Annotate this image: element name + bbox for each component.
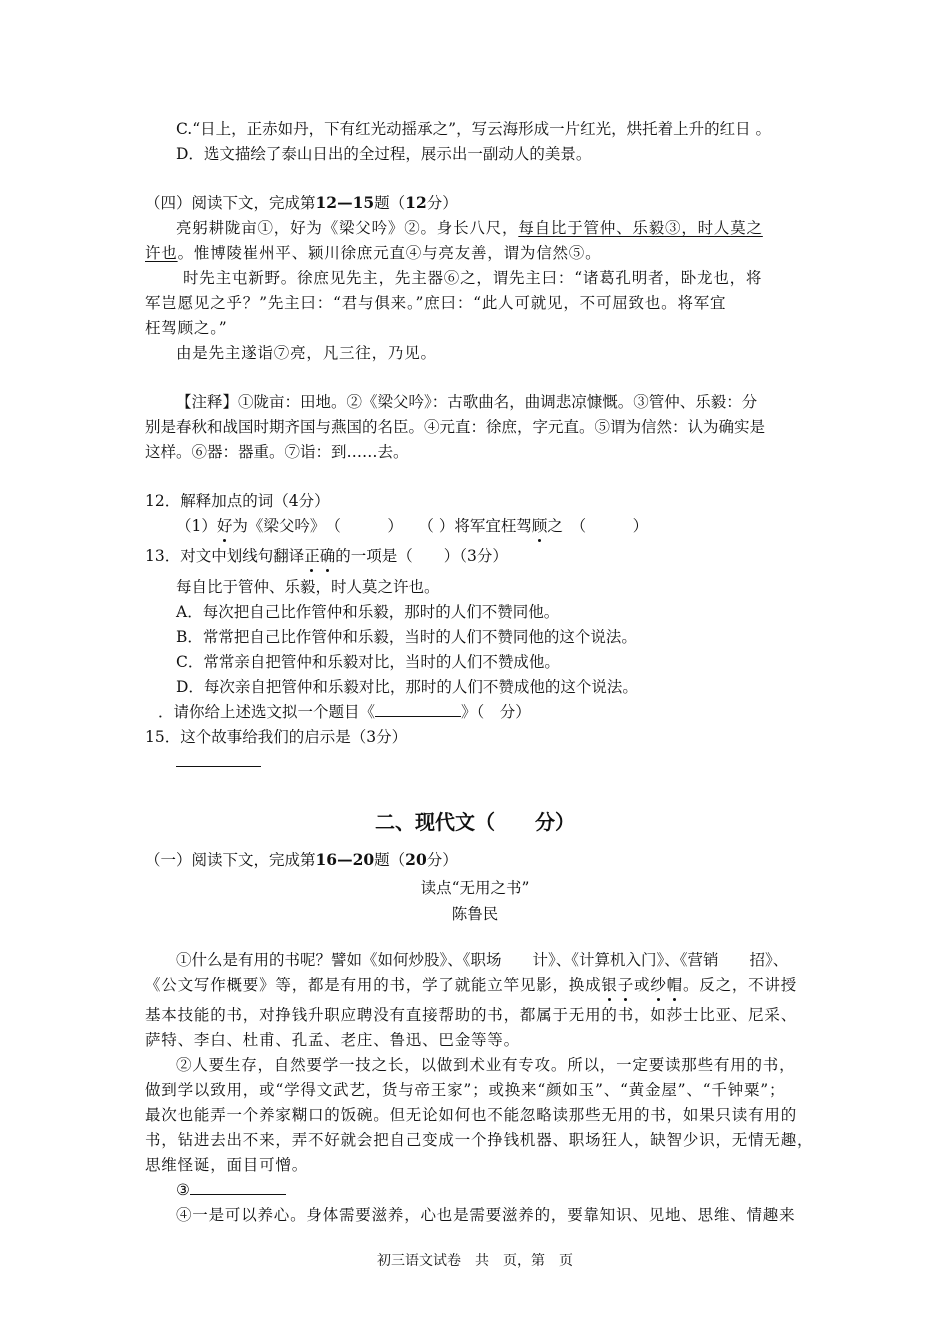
article-paragraph-3	[176, 1180, 286, 1200]
passage-text: 。惟博陵崔州平、颍川徐庶元直④与亮友善，谓为信然⑤。	[177, 244, 602, 262]
title-blank[interactable]	[375, 702, 461, 717]
dotted-word: 纱	[650, 976, 667, 994]
passage-paragraph-1-cont	[145, 243, 601, 263]
header-text: 题（	[374, 851, 406, 869]
item-number: （1）	[176, 517, 217, 535]
dotted-word: 帽	[666, 976, 683, 994]
question-12-items	[176, 516, 648, 536]
header-text: （一）阅读下文，完成第	[145, 851, 316, 869]
answer-blank[interactable]	[176, 766, 261, 767]
question-13-sentence: 每自比于管仲、乐毅，时人莫之许也。	[176, 578, 440, 596]
dotted-word: 银	[601, 976, 618, 994]
dotted-word: 子	[617, 976, 635, 994]
passage-paragraph-2: 时先主屯新野。徐庶见先主，先主器⑥之，谓先主曰：“诸葛孔明者，卧龙也，将	[183, 269, 763, 287]
section-4-header	[145, 193, 458, 213]
question-15-stem: 15．这个故事给我们的启示是（3分）	[145, 728, 408, 746]
question-12-stem: 12．解释加点的词（4分）	[145, 492, 330, 510]
article-paragraph-2-line-3: 最次也能弄一个养家糊口的饭碗。但无论如何也不能忽略读那些无用的书，如果只读有用的	[145, 1106, 798, 1124]
dotted-word: 好	[216, 517, 233, 535]
question-13-stem	[145, 546, 508, 566]
article-paragraph-2-line-5: 思维怪诞，面目可憎。	[145, 1156, 309, 1174]
passage-paragraph-2-line-3: 枉驾顾之。”	[145, 319, 228, 337]
subsection-1-header	[145, 850, 458, 870]
article-paragraph-1-line-4: 萨特、李白、杜甫、孔孟、老庄、鲁迅、巴金等等。	[145, 1031, 520, 1049]
underlined-sentence-end: 许也	[145, 244, 178, 262]
question-13-option-a: A．每次把自己比作管仲和乐毅，那时的人们不赞同他。	[176, 603, 560, 621]
article-paragraph-2-line-2: 做到学以致用，或“学得文武艺，货与帝王家”；或换来“颜如玉”、“黄金屋”、“千钟粟”；	[145, 1081, 786, 1099]
article-paragraph-1-line-2	[145, 975, 797, 995]
section-4-header-text-3: 分）	[426, 194, 458, 212]
dotted-word: 顾	[531, 517, 548, 535]
paragraph-text: 或	[634, 976, 651, 994]
passage-paragraph-2-line-2: 军岂愿见之乎？”先主曰：“君与俱来。”庶曰：“此人可就见，不可屈致也。将军宜	[145, 294, 727, 312]
fill-in-blank[interactable]	[190, 1180, 286, 1195]
dotted-word: 确	[319, 547, 336, 565]
question-13-option-c: C．常常亲自把管仲和乐毅对比，当时的人们不赞成他。	[176, 653, 560, 671]
annotation-line-1: 【注释】①陇亩：田地。②《梁父吟》：古歌曲名，曲调悲凉慷慨。③管仲、乐毅：分	[176, 393, 758, 411]
option-c: C.“日上，正赤如丹，下有红光动摇承之”，写云海形成一片红光，烘托着上升的红日 。	[176, 120, 772, 138]
article-paragraph-1: ①什么是有用的书呢？譬如《如何炒股》、《职场 计》、《计算机入门》、《营销 招》、	[176, 951, 789, 969]
section-2-heading: 二、现代文（ 分）	[375, 810, 575, 834]
paragraph-number: ③	[176, 1181, 190, 1199]
section-4-header-text-2: 题（	[374, 194, 406, 212]
stem-text: 的一项是（ ）（3分）	[335, 547, 508, 565]
question-13-option-d: D．每次亲自把管仲和乐毅对比，那时的人们不赞成他的这个说法。	[176, 678, 638, 696]
stem-text: 13．对文中划线句翻译	[145, 547, 305, 565]
annotation-line-2: 别是春秋和战国时期齐国与燕国的名臣。④元直：徐庶，字元直。⑤谓为信然：认为确实是	[145, 418, 766, 436]
item-text: 为《梁父吟》 （ ） （ ）将军宜枉驾	[232, 517, 532, 535]
dotted-word: 正	[304, 547, 320, 565]
stem-text: ．请你给上述选文拟一个题目《	[158, 703, 376, 721]
section-4-score: 12	[405, 193, 427, 212]
stem-text: 》（ 分）	[461, 703, 531, 721]
section-4-header-text: （四）阅读下文，完成第	[145, 194, 316, 212]
passage-paragraph-3: 由是先主遂诣⑦亮，凡三往，乃见。	[176, 344, 437, 362]
option-d: D．选文描绘了泰山日出的全过程，展示出一副动人的美景。	[176, 145, 592, 163]
question-14	[158, 702, 531, 722]
question-range: 16—20	[315, 850, 375, 869]
article-paragraph-2: ②人要生存，自然要学一技之长，以做到术业有专攻。所以，一定要读那些有用的书，	[176, 1056, 796, 1074]
passage-paragraph-1	[176, 218, 763, 238]
passage-text: 亮躬耕陇亩①，好为《梁父吟》②。身长八尺，	[176, 219, 519, 237]
page-footer: 初三语文试卷 共 页，第 页	[377, 1253, 573, 1269]
article-paragraph-2-line-4: 书，钻进去出不来，弄不好就会把自己变成一个挣钱机器、职场狂人，缺智少识，无情无趣，	[145, 1131, 814, 1149]
question-13-option-b: B．常常把自己比作管仲和乐毅，当时的人们不赞同他的这个说法。	[176, 628, 637, 646]
header-text: 分）	[426, 851, 458, 869]
article-paragraph-4: ④一是可以养心。身体需要滋养，心也是需要滋养的，要靠知识、见地、思维、情趣来	[176, 1206, 796, 1224]
paragraph-text: 。反之，不讲授	[682, 976, 798, 994]
item-text: 之 （ ）	[547, 517, 649, 535]
score: 20	[405, 850, 427, 869]
underlined-sentence: 每自比于管仲、乐毅③，时人莫之	[518, 219, 763, 237]
article-paragraph-1-line-3: 基本技能的书，对挣钱升职应聘没有直接帮助的书，都属于无用的书，如莎士比亚、尼采、	[145, 1006, 798, 1024]
article-author: 陈鲁民	[451, 905, 499, 923]
annotation-line-3: 这样。⑥器：器重。⑦诣：到……去。	[145, 443, 409, 461]
paragraph-text: 《公文写作概要》等，都是有用的书，学了就能立竿见影，换成	[145, 976, 602, 994]
section-4-range: 12—15	[315, 193, 375, 212]
article-title: 读点“无用之书”	[420, 879, 530, 897]
